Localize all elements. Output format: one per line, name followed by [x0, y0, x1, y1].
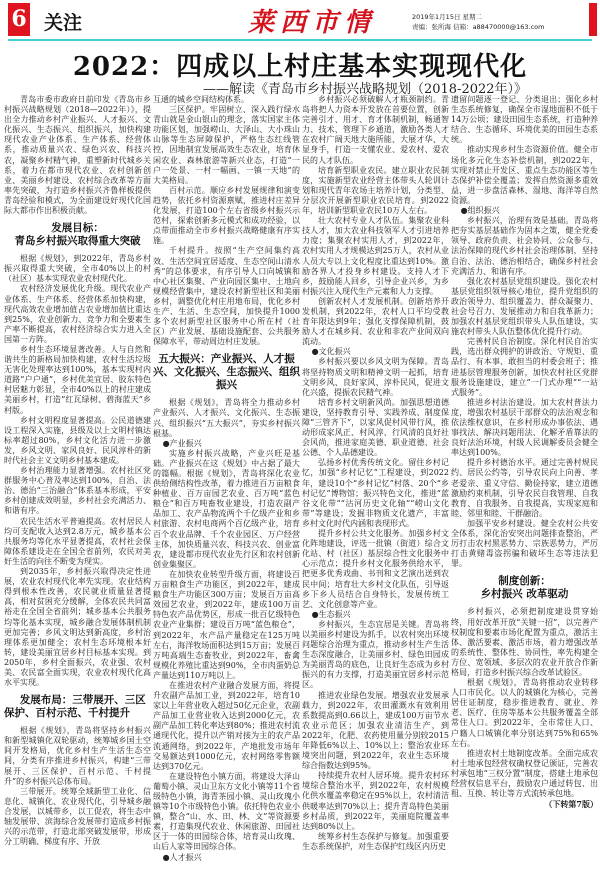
paragraph: 互通的城乡空间结构体系。 [153, 95, 249, 104]
article-column-3 [302, 95, 449, 852]
paragraph: 农民生活水平普遍提高。农村居民人均可支配收入达到2.8万元，城乡基本公共服务均等化水平显著提高，农村社会保障体系建设走在全国全省前列，农民对美好生活的向往不断变为现实。 [4, 516, 151, 566]
editor-info: 责编：张所海 信箱：a88470000@163.com [412, 23, 545, 31]
paragraph: 乡村振兴，生态宜居是关键。青岛将以美丽乡村建设为抓手，以农村突出环境问题综合治理为重点，推动乡村生产生活生态深度融合，让美丽乡村、绿色田园成为美丽青岛的底色，让良好生态成为乡村振兴的有力支撑，打造美丽宜居乡村示范区。 [302, 619, 449, 690]
paragraph: 根据《规划》，青岛将推动农业转移人口市民化。以人的城镇化为核心，完善居住证制度，稳步推进教育、就业、养老、医疗、住房等基本公共服务覆盖全部常住人口。到2022年，全市常住人口、户籍人口城镇化率分别达到75%和65%左右。 [451, 678, 598, 748]
section-name: 关注 [44, 12, 83, 34]
subsection-label: ●文化振兴 [311, 347, 351, 357]
paragraph: 推动实现乡村生态资源价值。健全市场化多元化生态补偿机制，到2022年，实现对禁止开发区、重点生态功能区等生态保护补偿全覆盖；发挥自然资源多重效益，进一步盘活森林、湿地、海洋等自然资源。 [451, 145, 598, 205]
paragraph: 到2035年，乡村振兴取得决定性进展，农业农村现代化率先实现。农业结构得到根本性改善，农民就业质量显著提高，相对贫困充分缓解，全体农民共同富裕走在全国全省前列；城乡基本公共服务均等化基本实现，城乡融合发展体制机制更加完善；乡风文明达到新高度，乡村治理体系更加健全；农村生态环境根本好转，建设美丽宜居乡村目标基本实现。到2050年，乡村全面振兴，农业强、农村美、农民富全面实现，农业农村现代化高水平实现。 [4, 567, 151, 688]
paragraph: 创新农村人才发展机制。创新培养开发机制，到2022年，农村人口平均受教育年限达到9年；强化支撑保障机制，鼓励人才在城乡间、农业和非农产业间双向流动。 [302, 296, 449, 347]
subsection-label: ●人才振兴 [162, 852, 202, 862]
section-heading: 发展布局：三带展开、三区保护、百村示范、千村提升 [4, 694, 146, 720]
paragraph: 推进农业绿色发展。增强农业发展承载力，到2022年，农田灌溉水有效利用系数提高到0.66以上，建成100万亩节水农业示范区；加强农业清洁生产，到2022年，化肥、农药使用量分别较2015年降低6%以上、10%以上；整治农业环境突出问题，到2022年，农业生态环境综合指数达到95%。 [302, 690, 449, 771]
paragraph: 根据《规划》，到2022年，青岛乡村振兴取得重大突破，全市40%以上的村（社区）基本实现农业农村现代化。 [4, 254, 151, 284]
paragraph: 乡村振兴必须破解人才瓶颈制约。青岛将把人力资本开发放在首要位置，创新完善引才、用才、育才体制机制，畅通智力、技术、管理下乡通道，激励各类人才在农村广阔天地大施所能、大展才华、大显身手，打造一支懂农业、爱农村、爱农民的人才队伍。 [302, 95, 449, 165]
paragraph: 在加快农业转型升级方面，将建设百万亩粮食生产功能区，到2022年，建成粮食生产功能区300万亩；发展百万亩高效园艺农业，到2022年，建成100万亩特色农产品优势区，形成一批百亿级特色农业产业集群；建设百万吨“蓝色粮仓”，到2022年，水产品产量稳定在125万吨左右，海洋牧场面积达到15万亩；发展百万吨高端生态畜牧业，到2022年，畜禽规模化养殖比重达到90%，全市肉蛋奶总产量达到110万吨以上。 [153, 569, 300, 680]
section-heading: 制度创新： 乡村振兴 改革驱动 [480, 575, 569, 601]
paragraph: 培育新型职业农民。建立职业农民制度，实施新型农业经营主体带头人轮训计划和现代青年农场主培养计划，分类型、分层次开展新型职业农民培育。到2022年，培训新型职业农民10万人左右。 [302, 165, 449, 216]
paragraph: 三带展开。统筹全域新型工业化、信息化、城镇化、农业现代化，引导城乡融合发展，以城带乡，以工促农，将生态中轴发展带、滨海综合发展带打造成乡村振兴的示范带，打造北部突破发展带，形成分工明确、梯度有序、开放 [4, 786, 151, 847]
paragraph: 推进乡村法治建设。加大农村普法力度，增强农村基层干部群众的法治观念和依法维权意识，在乡村形成办事依法、遇事找法、解决问题用法、化解矛盾靠法的良好法治环境，村级人民调解委员会健全率达到100%。 [451, 397, 598, 458]
article-column-2 [153, 95, 300, 863]
issue-meta [412, 12, 545, 32]
paragraph: 在建设特色小镇方面，将建设大泽山葡萄小镇、灵山卫东方文化小镇等11个省级特色小镇，海青茶园小镇、灵山玫瑰小镇等10个市级特色小镇。依托特色农业小镇，整合“山、水、田、林、文”等资源要素，打造集现代农业、休闲旅游、田园社区于一体的田园综合体，培育灵山玫瑰、山后人家等田园综合体。 [153, 771, 300, 852]
article-subtitle: ——解读《青岛市乡村振兴战略规划（2018-2022年）》 [202, 82, 528, 97]
paragraph: 乡村振兴要以乡风文明为保障。青岛将坚持物质文明和精神文明一起抓，培育文明乡风、良好家风、淳朴民风，促进文化兴盛，提振农民精气神。 [302, 357, 449, 397]
paragraph: 推进农村土地制度改革。全面完成农村土地承包经营权确权登记颁证，完善农村承包地“三权分置”制度，搭建土地承包经营权信息平台，鼓励农户通过转包、出租、互换、转让等方式流转承包地。 [451, 748, 598, 799]
paragraph: 乡村振兴，治理有效是基础。青岛将把夯实基层基础作为固本之策，健全党委领导、政府负责、社会协同、公众参与、法治保障的现代乡村社会治理体制，坚持自治、法治、德治相结合，确保乡村社会充满活力、和谐有序。 [451, 216, 598, 276]
article-title: 2022：四成以上村庄基本实现现代化 [72, 52, 528, 82]
paragraph: 持续提升农村人居环境。提升农村环境综合整治水平，到2022年，农村规模化供水覆盖率稳定在95%以上，农村清洁供暖率达到70%以上；提升青岛特色美丽乡村品质，到2022年，美丽庭院覆盖率达到80%以上。 [302, 771, 449, 831]
paragraph: 根据《规划》，青岛将全力推动乡村产业振兴、人才振兴、文化振兴、生态振兴、组织振兴“五大振兴”，夯实乡村振兴根基。 [153, 398, 300, 438]
paragraph: 乡村治理能力显著增强。农村社区党群服务中心普及率达到100%，自治、法治、德治“三治融合”体系基本形成，平安乡村创建成效明显，乡村社会充满活力、和谐有序。 [4, 466, 151, 516]
paragraph: 加强平安乡村建设。健全农村公共安全体系，深化治安突出问题排查整治，严厉打击农村黑恶势力、宗族恶势力，严厉打击黄赌毒盗拐骗和破坏生态等违法犯罪。 [451, 518, 598, 569]
paragraph: 完善村民自治制度。深化村民自治实践，选出群众拥护的讲政治、守规矩、重品行、有本事、敢担当的村委会班子；推进基层管理服务创新，加快农村社区党群服务设施建设，建立“一门式办理”“一站式服务”。 [451, 337, 598, 397]
paragraph: 乡村振兴，必须把制度建设贯穿始终，用好改革开放“关键一招”，以完善产权制度和要素市场化配置为重点，激活主体、激活要素、激活市场，着力增强改革的系统性、整体性、协同性，率先构建全方位、宽领域、多层次的农业开放合作新格局，打造乡村振兴综合改革试验区。 [451, 607, 598, 677]
issue-date: 2019年1月15日 星期二 [412, 13, 483, 21]
paragraph: 实施乡村振兴战略，产业兴旺是基础。产业振兴在这《规划》中占据了最大的篇幅。根据《规划》，青岛将深化农业供给侧结构性改革，着力推进百万亩粮食种植业、百万亩园艺农业、百万吨“蓝色粮仓”和百万吨畜牧业建设，打造农副产品加工、农产品物流两个千亿级产业和乡村旅游、农村电商两个百亿级产业，培育百个农业品牌、千个农业园区、万户经营主体，加快质量兴农、科技兴农、创业富农，建设都市现代农业先行区和农村创新创业集聚区。 [153, 448, 300, 569]
subsection-label: ●生态振兴 [311, 609, 351, 619]
section-heading: 发展目标： 青岛乡村振兴取得重大突破 [14, 222, 141, 248]
subsection-label: ●产业振兴 [162, 438, 202, 448]
paragraph: 壮大农村专业人才队伍。集聚农业科技人才，加大农业科技领军人才引进培养力度；集聚农村实用人才，到2022年，农村实用人才规模达到25万人，农村从业人员大专以上文化程度比重达到10%。激励各界人才投身乡村建设。支持人才下乡，鼓励能人回乡，引导企业兴乡，为乡村振兴注入现代生产元素和人力支撑。 [302, 216, 449, 296]
paragraph: 统筹乡村生态保护与修复。加强重要生态系统保护，对生态保护红线区内历史 [302, 831, 449, 851]
paragraph: 在推进农村产业融合发展方面，将提升农副产品加工业，到2022年，培育10家以上年营业收入超过50亿元企业，农副产品加工业营业收入达到2000亿元，农副产品加工转化率达到80%；推进农村流通现代化，提升以产销对接为主的农产品流通网络，到2022年，产地批发市场年交易额达到1000亿元，农村网络零售额达到370亿元。 [153, 680, 300, 771]
paragraph: 提升乡村公共文化服务。加强乡村文化阵地建设，评选一批镇（街道）综合文化站、村（社区）基层综合性文化服务中心示范点；提升乡村文化服务供给水平，把更多优秀戏曲、书刊和文艺演出送到农民中间；培育壮大乡村文化队伍，引导返乡下乡人员结合自身特长，发展传统工艺、文化创意等产业。 [302, 529, 449, 609]
section-heading: 五大振兴：产业振兴、人才振兴、文化振兴、生态振兴、组织振兴 [153, 353, 300, 392]
paragraph: 提升乡村德治水平。通过完善村规民约、居民公约等，引导农民向上向善、孝老爱亲、重义守信、勤俭持家，建立道德激励约束机制，引导农民自我管理、自我教育、自我服务、自我提高，实现家庭和睦、邻里和睦、干群融洽。 [451, 458, 598, 518]
paragraph: 乡村文明程度显著提高。公民道德建设工程深入实施，县级及以上文明村镇达标率超过80%，乡村文化活力进一步激发，乡风文明、家风良好、民风淳朴的新时代社会主义文明乡村基本建成。 [4, 415, 151, 465]
paragraph: 百村示范。顺应乡村发展规律和演变趋势，依托乡村资源禀赋，推进村庄差异化发展，打造100个左右省级乡村振兴示范村，探索创新多元模式和成功经验，以点带面推动全市乡村振兴战略健康有序实施。 [153, 185, 300, 246]
paragraph: 遗留问题逐一登记、分类退出；强化乡村生态系统修复，确保全市湿地面积不低于14万公顷；建设田园生态系统，打造种养结合、生态循环、环境优美的田园生态系统。 [451, 95, 598, 145]
header-divider [8, 39, 592, 41]
continued-note: （下转第7版） [544, 799, 598, 810]
paragraph: 千村提升。按照“生产空间集约高效、生活空间宜居适度、生态空间山清水秀”的总体要求，有序引导人口向城镇和中心社区集聚、产业向园区集中、土地向规模经营集中，建设农村新型社区和美丽乡村，调整优化村庄用地布局，优化乡村生产、生活、生态空间，加快提升1000多个农村新型社区服务中心所在村（社区）产业发展、基础设施配套、公共服务保障水平，带动周边村庄发展。 [153, 246, 300, 347]
paragraph: 三区保护。牢固树立、深入践行绿水青山就是金山银山的理念，落实国家主体功能区划，加强崂山、大泽山、大小珠山山脉等生态屏障保护，严格生态红线管控，因地制宜发展高效生态农业，培育休闲农业、森林旅游等新兴业态，打造“一户一处景、一村一幅画、一镇一天地”的大美格局。 [153, 105, 300, 185]
article-column-1 [4, 95, 151, 847]
subsection-label: ●组织振兴 [460, 206, 500, 216]
paragraph: 根据《规划》，青岛将坚持乡村振兴和新型城镇化双轮驱动，统筹城乡国土空间开发格局，优化乡村生产生活生态空间，分类有序推进乡村振兴，构建“三带展开、三区保护、百村示范、千村提升”的乡村振兴总体布局。 [4, 726, 151, 786]
page-header [0, 0, 600, 40]
article-column-4 [451, 95, 598, 809]
paragraph: 弘扬乡村优秀传统文化。留住乡村记忆，加强“乡村记忆”工程建设，到2022年，建设10个“乡村记忆”村落、20个“乡村记忆”博物馆；振兴特色文化，推进“蓝谷文化带”“沽河历史文化轴”“崂山文化带”等建设；发掘非物质文化遗产，丰富乡村文化时代内涵和表现形式。 [302, 458, 449, 528]
paragraph: 农村经济发展优化升级。现代农业产业体系、生产体系、经营体系加快构建，现代高效农业增加值占农业增加值比重达到25%，农业创新力、竞争力和全要素生产率不断提高，农村经济综合实力进入全国第一方阵。 [4, 284, 151, 344]
paragraph: 青岛市委市政府日前印发《青岛市乡村振兴战略规划（2018—2022年）》，提出全力推动乡村产业振兴、人才振兴、文化振兴、生态振兴、组织振兴，加快构建现代农业产业体系、生产体系、经营体系，推动质量兴农、绿色兴农、科技兴农，凝聚乡村精气神，重塑新时代城乡关系，着力在都市现代农业、农村创新创业、美丽乡村建设、农村综合改革等方面率先突破，为打造乡村振兴齐鲁样板提供青岛经验和模式，为全面建设好现代化国际大都市作出积极贡献。 [4, 95, 151, 216]
page-number: 6 [8, 3, 30, 36]
header-accent-bar [589, 3, 597, 36]
paragraph: 培育乡村文明新风尚。加强思想道德建设，坚持教育引导、实践养成、制度保障“三管齐下”，以家风促村风带行风，推动形成家风正、村风淳、行风清的良好社会风尚，推进家庭美德、职业道德、社会公德、个人品德建设。 [302, 397, 449, 458]
masthead-logo: 莱西市情 [248, 8, 377, 38]
paragraph: 强化农村基层党组织建设。强化农村基层党组织领导核心地位，提升党组织的政治领导力、组织覆盖力、群众凝聚力、社会号召力、发展推动力和自我革新力；加强农村基层党组织带头人队伍建设，实施农村带头人队伍整体优化提升行动。 [451, 276, 598, 337]
paragraph: 乡村生态环境显著改善。人与自然和谐共生的新格局加快构建，农村生活垃圾无害化处理率达到100%，基本实现村内道路“户户通”，乡村优美宜居、胶东特色村居魅力彰显，全市40%以上的村庄建成美丽乡村，打造“红瓦绿树、碧海蓝天”乡村版。 [4, 344, 151, 415]
